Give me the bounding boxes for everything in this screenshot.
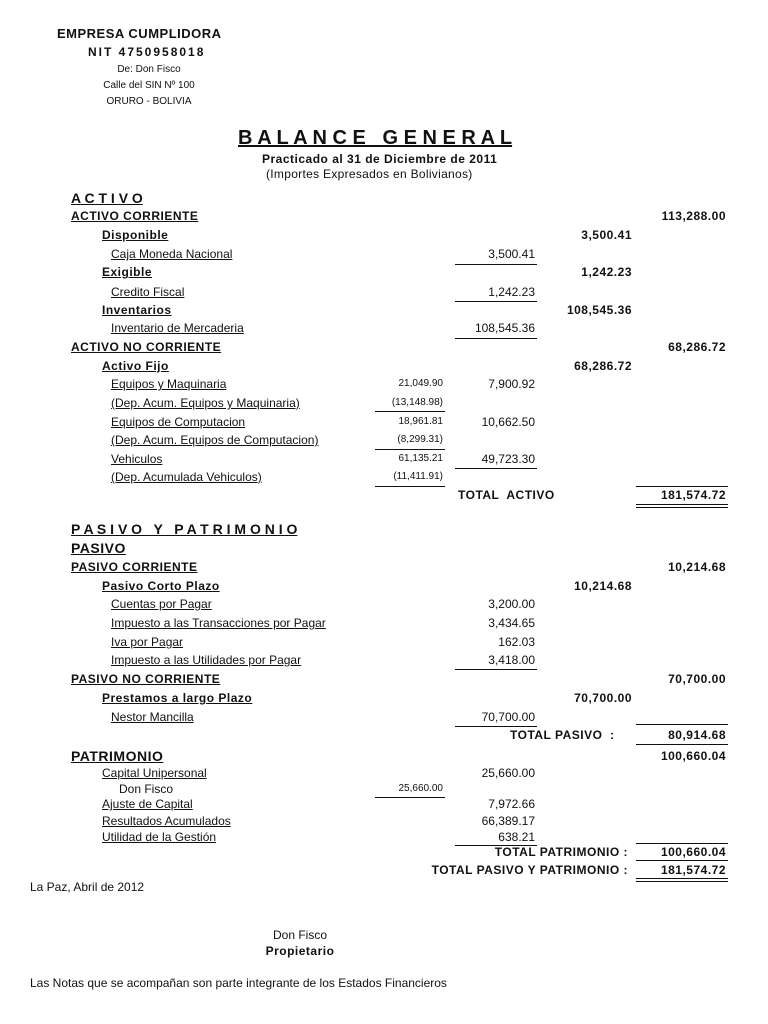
total-pasivo-rule-bottom <box>636 744 728 745</box>
dep-vehiculos-rule <box>375 486 445 487</box>
prestamos-total: 70,700.00 <box>574 691 632 705</box>
grand-total-rule-2 <box>636 881 728 882</box>
pasivo-patrimonio-heading: P A S I V O Y P A T R I M O N I O <box>71 521 298 537</box>
vehiculos-net-rule <box>455 468 537 469</box>
caja-label: Caja Moneda Nacional <box>111 247 233 261</box>
pasivo-no-corriente-label: PASIVO NO CORRIENTE <box>71 672 221 686</box>
capital-label: Capital Unipersonal <box>102 766 207 780</box>
dep-vehiculos-gross: (11,411.91) <box>393 471 443 482</box>
grand-total-label: TOTAL PASIVO Y PATRIMONIO : <box>431 863 628 877</box>
pasivo-heading: PASIVO <box>71 540 126 556</box>
disponible-label: Disponible <box>102 228 169 242</box>
activo-no-corriente-total: 68,286.72 <box>668 340 726 354</box>
don-fisco-label: Don Fisco <box>119 782 174 796</box>
impuesto-trans-value: 3,434.65 <box>488 616 535 630</box>
company-city: ORURO - BOLIVIA <box>106 96 192 107</box>
caja-rule <box>455 264 537 265</box>
corto-plazo-label: Pasivo Corto Plazo <box>102 579 220 593</box>
notes-text: Las Notas que se acompañan son parte integrante de los Estados Financieros <box>30 976 447 990</box>
dep-equipos-label: (Dep. Acum. Equipos y Maquinaria) <box>111 396 300 410</box>
ajuste-label: Ajuste de Capital <box>102 797 193 811</box>
dep-computacion-gross: (8,299.31) <box>397 434 443 445</box>
corto-plazo-total: 10,214.68 <box>574 579 632 593</box>
company-address: Calle del SIN Nº 100 <box>103 80 195 91</box>
patrimonio-total: 100,660.04 <box>660 749 726 763</box>
activo-heading: A C T I V O <box>71 190 143 206</box>
credito-rule <box>455 301 537 302</box>
equipos-label: Equipos y Maquinaria <box>111 377 227 391</box>
signer-role: Propietario <box>265 944 335 958</box>
cuentas-label: Cuentas por Pagar <box>111 597 212 611</box>
activo-fijo-total: 68,286.72 <box>574 359 632 373</box>
total-patrimonio-value: 100,660.04 <box>660 845 726 859</box>
total-activo-rule-top <box>636 486 728 487</box>
equipos-gross: 21,049.90 <box>398 378 443 389</box>
inventario-rule <box>455 338 537 339</box>
total-activo-value: 181,574.72 <box>660 488 726 502</box>
nestor-label: Nestor Mancilla <box>111 710 194 724</box>
activo-no-corriente-label: ACTIVO NO CORRIENTE <box>71 340 222 354</box>
grand-total-rule-1 <box>636 878 728 879</box>
equipos-net: 7,900.92 <box>488 377 535 391</box>
page-subtitle-note: (Importes Expresados en Bolivianos) <box>266 167 473 181</box>
activo-corriente-total: 113,288.00 <box>661 209 726 223</box>
don-fisco-gross: 25,660.00 <box>398 783 443 794</box>
total-patrimonio-rule-top <box>636 843 728 844</box>
cuentas-value: 3,200.00 <box>488 597 535 611</box>
signer-name: Don Fisco <box>272 928 328 942</box>
pasivo-corriente-total: 10,214.68 <box>668 560 726 574</box>
pasivo-no-corriente-total: 70,700.00 <box>668 672 726 686</box>
company-name: EMPRESA CUMPLIDORA <box>57 26 222 41</box>
total-activo-rule-1 <box>636 504 728 505</box>
impuesto-util-rule <box>455 669 537 670</box>
total-pasivo-rule-top <box>636 724 728 725</box>
place-date: La Paz, Abril de 2012 <box>30 880 145 894</box>
total-activo-rule-2 <box>636 507 728 508</box>
activo-fijo-label: Activo Fijo <box>102 359 169 373</box>
capital-value: 25,660.00 <box>481 766 535 780</box>
utilidad-value: 638.21 <box>498 830 535 844</box>
nestor-rule <box>455 726 537 727</box>
utilidad-label: Utilidad de la Gestión <box>102 830 217 844</box>
credito-value: 1,242.23 <box>488 285 535 299</box>
dep-computacion-rule <box>375 449 445 450</box>
company-de: De: Don Fisco <box>117 64 181 75</box>
activo-corriente-label: ACTIVO CORRIENTE <box>71 209 199 223</box>
iva-value: 162.03 <box>498 635 535 649</box>
inventario-merc-value: 108,545.36 <box>474 321 535 335</box>
nestor-value: 70,700.00 <box>481 710 535 724</box>
impuesto-trans-label: Impuesto a las Transacciones por Pagar <box>111 616 326 630</box>
iva-label: Iva por Pagar <box>111 635 184 649</box>
vehiculos-gross: 61,135.21 <box>398 453 443 464</box>
ajuste-value: 7,972.66 <box>488 797 535 811</box>
dep-equipos-rule <box>375 411 445 412</box>
vehiculos-net: 49,723.30 <box>481 452 535 466</box>
dep-vehiculos-label: (Dep. Acumulada Vehiculos) <box>111 470 262 484</box>
page-title: B A L A N C E G E N E R A L <box>238 127 513 149</box>
inventario-merc-label: Inventario de Mercaderia <box>111 321 244 335</box>
impuesto-util-value: 3,418.00 <box>488 653 535 667</box>
company-nit: NIT 4750958018 <box>88 45 206 59</box>
dep-equipos-gross: (13,148.98) <box>391 397 443 408</box>
resultados-label: Resultados Acumulados <box>102 814 231 828</box>
total-pasivo-label: TOTAL PASIVO : <box>510 728 615 742</box>
total-pasivo-value: 80,914.68 <box>668 728 726 742</box>
patrimonio-heading: PATRIMONIO <box>71 748 164 764</box>
dep-computacion-label: (Dep. Acum. Equipos de Computacion) <box>111 433 319 447</box>
inventarios-total: 108,545.36 <box>566 303 632 317</box>
computacion-gross: 18,961.81 <box>398 416 443 427</box>
exigible-total: 1,242.23 <box>581 265 632 279</box>
prestamos-label: Prestamos a largo Plazo <box>102 691 253 705</box>
inventarios-label: Inventarios <box>102 303 172 317</box>
disponible-total: 3,500.41 <box>581 228 632 242</box>
caja-value: 3,500.41 <box>488 247 535 261</box>
computacion-label: Equipos de Computacion <box>111 415 246 429</box>
computacion-net: 10,662.50 <box>481 415 535 429</box>
total-activo-label: TOTAL ACTIVO <box>458 488 555 502</box>
pasivo-corriente-label: PASIVO CORRIENTE <box>71 560 198 574</box>
resultados-value: 66,389.17 <box>481 814 535 828</box>
credito-label: Credito Fiscal <box>111 285 185 299</box>
total-patrimonio-rule-bottom <box>636 860 728 861</box>
grand-total-value: 181,574.72 <box>660 863 726 877</box>
impuesto-util-label: Impuesto a las Utilidades por Pagar <box>111 653 302 667</box>
exigible-label: Exigible <box>102 265 153 279</box>
page-subtitle: Practicado al 31 de Diciembre de 2011 <box>262 152 498 166</box>
vehiculos-label: Vehiculos <box>111 452 163 466</box>
total-patrimonio-label: TOTAL PATRIMONIO : <box>494 845 628 859</box>
don-fisco-rule <box>375 797 445 798</box>
